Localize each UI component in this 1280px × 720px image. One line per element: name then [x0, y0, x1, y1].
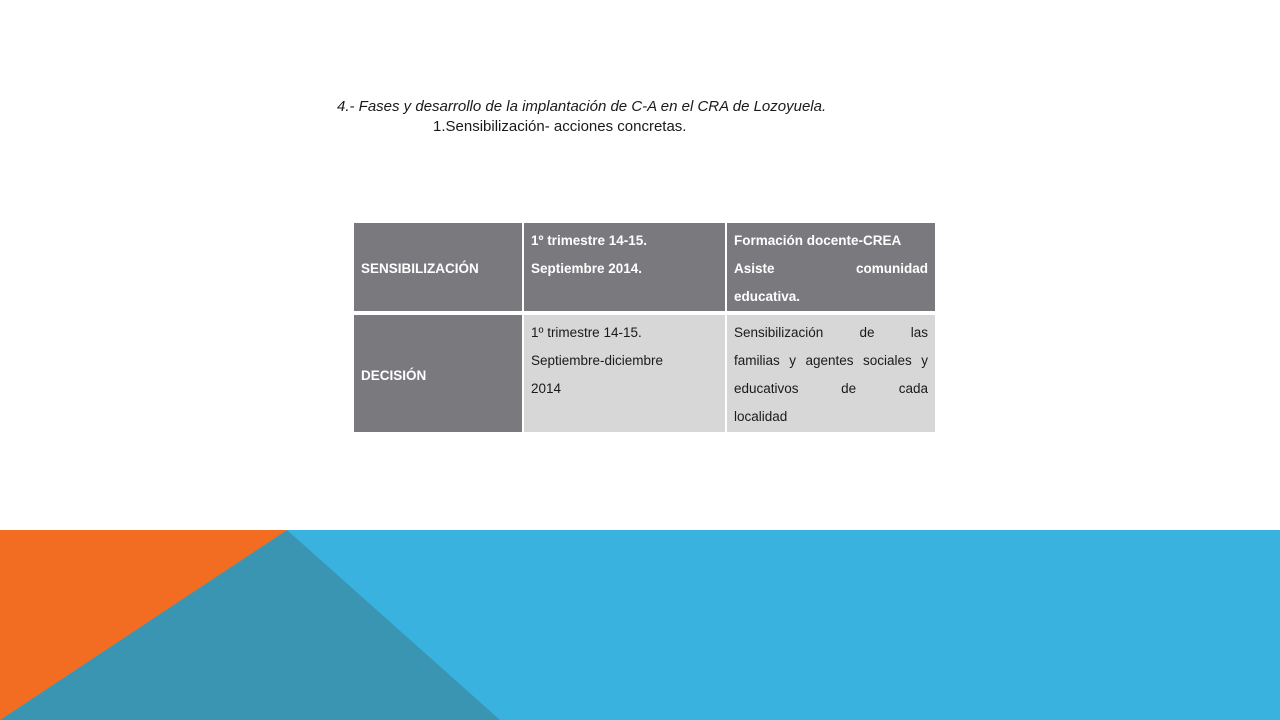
period-line: 2014 — [531, 381, 562, 396]
description-line: Formación docente-CREA — [734, 233, 902, 248]
decorative-footer — [0, 530, 1280, 720]
period-line: Septiembre 2014. — [531, 261, 643, 276]
phases-table — [354, 223, 935, 432]
slide-title: 4.- Fases y desarrollo de la implantación de C-A en el CRA de Lozoyuela. — [337, 98, 827, 115]
description-cell — [727, 315, 935, 432]
table-row — [354, 315, 935, 432]
description-line: educativos de cada — [734, 381, 928, 396]
description-line: Asiste comunidad — [734, 261, 928, 276]
phase-cell: DECISIÓN — [354, 315, 524, 432]
period-cell — [524, 223, 727, 315]
description-line: familias y agentes sociales y — [734, 353, 928, 368]
phase-cell: SENSIBILIZACIÓN — [354, 223, 524, 315]
description-cell — [727, 223, 935, 315]
period-cell — [524, 315, 727, 432]
description-line: Sensibilización de las — [734, 325, 928, 340]
table-row — [354, 223, 935, 315]
description-line: educativa. — [734, 289, 801, 304]
period-line: 1º trimestre 14-15. — [531, 233, 647, 248]
period-line: Septiembre-diciembre — [531, 353, 664, 368]
description-line: localidad — [734, 409, 788, 424]
slide-subtitle: 1.Sensibilización- acciones concretas. — [433, 118, 687, 135]
period-line: 1º trimestre 14-15. — [531, 325, 642, 340]
